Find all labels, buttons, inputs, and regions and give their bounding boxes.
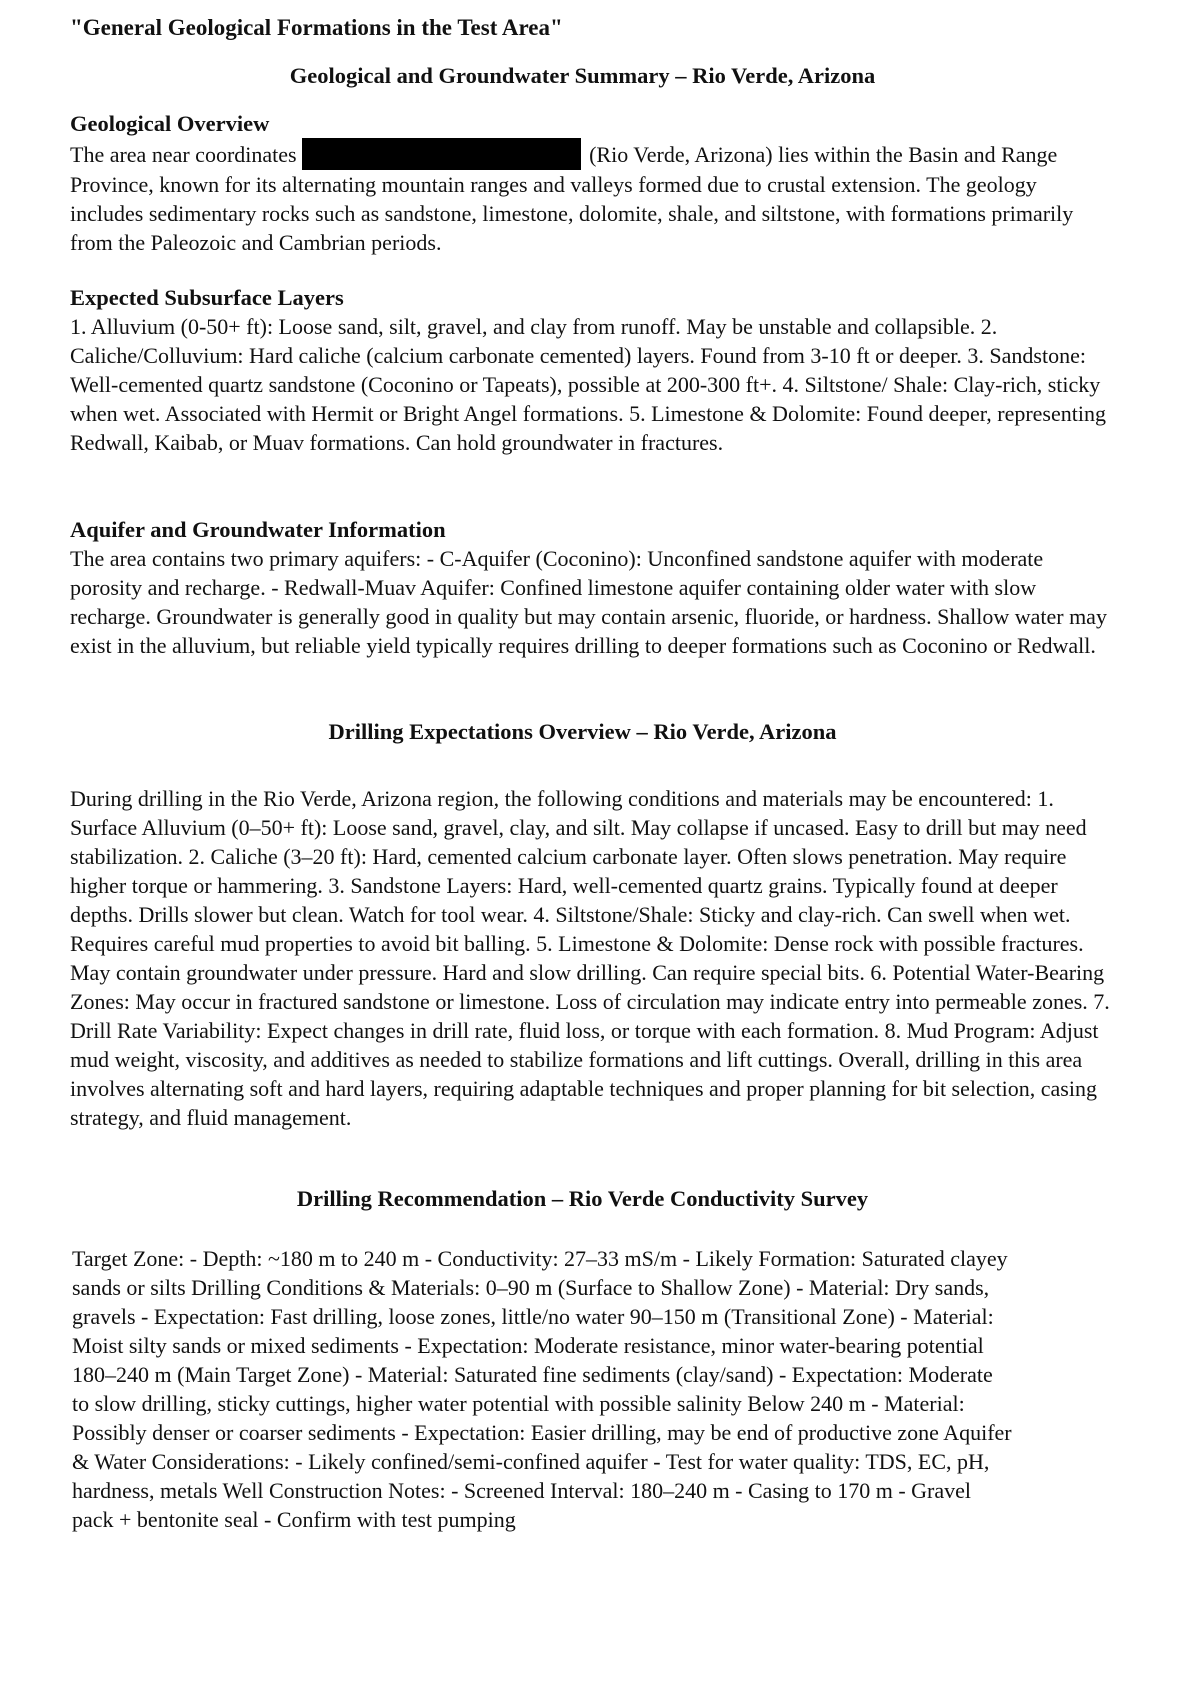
drilling-expectations-heading: Drilling Expectations Overview – Rio Verde, Arizona	[328, 719, 837, 744]
aquifer-info-text: The area contains two primary aquifers: - C-Aquifer (Coconino): Unconfined sandstone aquifer with moderate porosity and recharge. - Redwall-Muav Aquifer: Confined limestone aquifer containing older water with slow recharge. Groundwater is generally good in quality but may contain arsenic, fluoride, or hardness. Shallow water may exist in the alluvium, but reliable yield typically requires drilling to deeper formations such as Coconino or Redwall.	[70, 546, 1107, 658]
geological-overview-section	[70, 110, 1110, 257]
geological-overview-heading: Geological Overview	[70, 111, 270, 136]
drilling-recommendation-heading: Drilling Recommendation – Rio Verde Conductivity Survey	[296, 1186, 869, 1211]
subsurface-layers-section	[70, 284, 1110, 457]
drilling-recommendation-section	[72, 1244, 1012, 1534]
subsurface-layers-heading: Expected Subsurface Layers	[70, 285, 344, 310]
aquifer-info-section	[70, 516, 1110, 660]
aquifer-info-heading: Aquifer and Groundwater Information	[70, 517, 446, 542]
document-title: "General Geological Formations in the Test Area"	[70, 15, 563, 40]
redacted-coordinates	[302, 138, 581, 170]
geological-overview-text-lead: The area near coordinates	[70, 142, 297, 167]
drilling-recommendation-text: Target Zone: - Depth: ~180 m to 240 m - Conductivity: 27–33 mS/m - Likely Formation: Saturated clayey sands or silts Drilling Conditions & Materials: 0–90 m (Surface to Shallow Zone) - Material: Dry sands, gravels - Expectation: Fast drilling, loose zones, little/no water 90–150 m (Transitional Zone) - Material: Moist silty sands or mixed sediments - Expectation: Moderate resistance, minor water-bearing potential 180–240 m (Main Target Zone) - Material: Saturated fine sediments (clay/sand) - Expectation: Moderate to slow drilling, sticky cuttings, higher water potential with possible salinity Below 240 m - Material: Possibly denser or coarser sediments - Expectation: Easier drilling, may be end of productive zone Aquifer & Water Considerations: - Likely confined/semi-confined aquifer - Test for water quality: TDS, EC, pH, hardness, metals Well Construction Notes: - Screened Interval: 180–240 m - Casing to 170 m - Gravel pack + bentonite seal - Confirm with test pumping	[72, 1246, 1012, 1532]
geological-overview-text-rest: (Rio Verde, Arizona) lies within the Basin and Range Province, known for its alternating mountain ranges and valleys formed due to crustal extension. The geology includes sedimentary rocks such as sandstone, limestone, dolomite, shale, and siltstone, with formations primarily from the Paleozoic and Cambrian periods.	[70, 142, 1074, 255]
drilling-expectations-section	[70, 784, 1110, 1132]
drilling-expectations-text: During drilling in the Rio Verde, Arizona region, the following conditions and materials may be encountered: 1. Surface Alluvium (0–50+ ft): Loose sand, gravel, clay, and silt. May collapse if uncased. Easy to drill but may need stabilization. 2. Caliche (3–20 ft): Hard, cemented calcium carbonate layer. Often slows penetration. May require higher torque or hammering. 3. Sandstone Layers: Hard, well-cemented quartz grains. Typically found at deeper depths. Drills slower but clean. Watch for tool wear. 4. Siltstone/Shale: Sticky and clay-rich. Can swell when wet. Requires careful mud properties to avoid bit balling. 5. Limestone & Dolomite: Dense rock with possible fractures. May contain groundwater under pressure. Hard and slow drilling. Can require special bits. 6. Potential Water-Bearing Zones: May occur in fractured sandstone or limestone. Loss of circulation may indicate entry into permeable zones. 7. Drill Rate Variability: Expect changes in drill rate, fluid loss, or torque with each formation. 8. Mud Program: Adjust mud weight, viscosity, and additives as needed to stabilize formations and lift cuttings. Overall, drilling in this area involves alternating soft and hard layers, requiring adaptable techniques and proper planning for bit selection, casing strategy, and fluid management.	[70, 786, 1110, 1130]
subsurface-layers-text: 1. Alluvium (0-50+ ft): Loose sand, silt, gravel, and clay from runoff. May be unstable and collapsible. 2. Caliche/Colluvium: Hard caliche (calcium carbonate cemented) layers. Found from 3-10 ft or deeper. 3. Sandstone: Well-cemented quartz sandstone (Coconino or Tapeats), possible at 200-300 ft+. 4. Siltstone/ Shale: Clay-rich, sticky when wet. Associated with Hermit or Bright Angel formations. 5. Limestone & Dolomite: Found deeper, representing Redwall, Kaibab, or Muav formations. Can hold groundwater in fractures.	[70, 314, 1106, 455]
summary-heading: Geological and Groundwater Summary – Rio Verde, Arizona	[289, 63, 876, 88]
geological-overview-text	[70, 138, 1110, 257]
